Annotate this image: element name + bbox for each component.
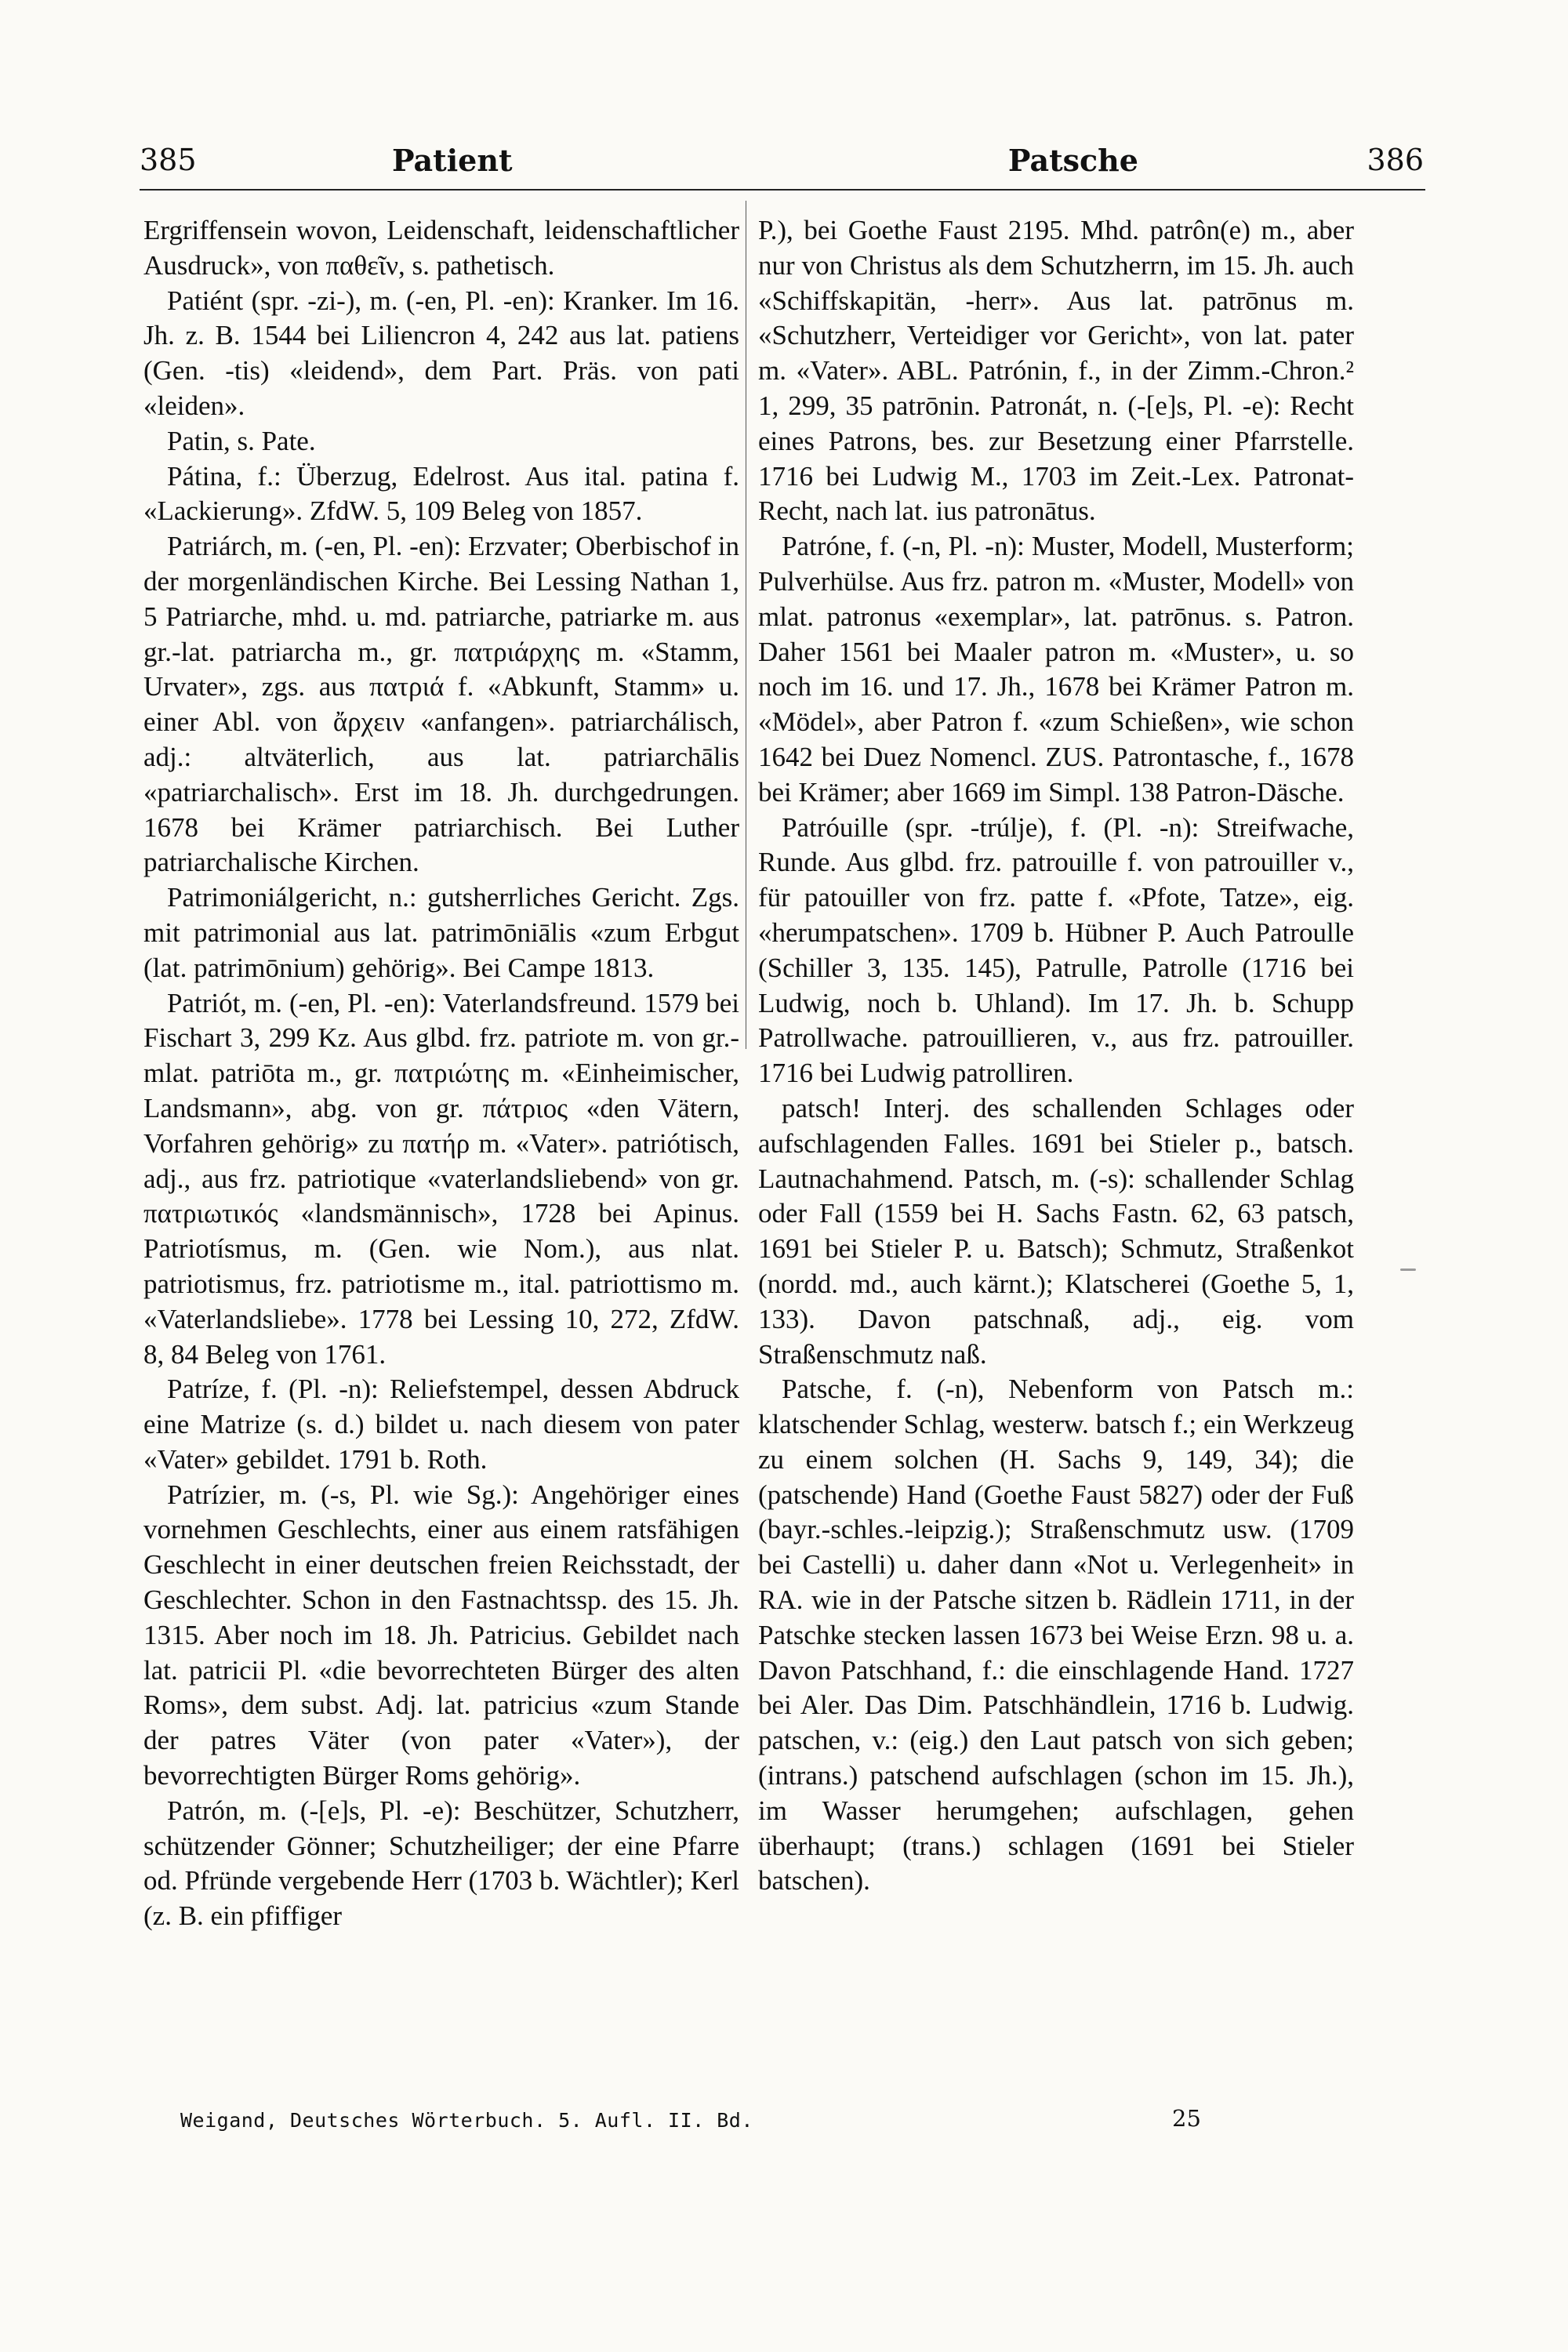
running-head-right: Patsche	[1007, 143, 1138, 178]
running-head-left: Patient	[392, 143, 513, 178]
page-number-left: 385	[140, 143, 197, 177]
left-column	[143, 213, 739, 1934]
entry-patrone: Patróne, f. (-n, Pl. -n): Muster, Modell, Musterform; Pulverhülse. Aus frz. patron m. «Muster, Modell» von mlat. patronus «exemplar», lat. patrōnus. s. Patron. Daher 1561 bei Maaler patron m. «Muster», u. so noch im 16. und 17. Jh., 1678 bei Krämer Patron m. «Mödel», aber Patron f. «zum Schießen», wie schon 1642 bei Duez Nomencl. ZUS. Patrontasche, f., 1678 bei Krämer; aber 1669 im Simpl. 138 Patron-Däsche.	[758, 531, 1354, 808]
entry-patina: Pátina, f.: Überzug, Edelrost. Aus ital. patina f. «Lackierung». ZfdW. 5, 109 Beleg von 1857.	[143, 460, 739, 527]
margin-mark	[1400, 1269, 1416, 1271]
entry-patsche: Patsche, f. (-n), Nebenform von Patsch m.: klatschender Schlag, westerw. batsch f.; ein Werkzeug zu einem solchen (H. Sachs 9, 149, 34); die (patschende) Hand (Goethe Faust 5827) oder der Fuß (bayr.-schles.-leipzig.); Straßenschmutz usw. (1709 bei Castelli) u. daher dann «Not u. Verlegenheit» in RA. wie in der Patsche sitzen b. Rädlein 1711, in der Patschke stecken lassen 1673 bei Weise Erzn. 98 u. a. Davon Patschhand, f.: die einschlagende Hand. 1727 bei Aler. Das Dim. Patschhändlein, 1716 b. Ludwig. patschen, v.: (eig.) den Laut patsch von sich geben; (intrans.) patschend aufschlagen (schon im 15. Jh.), im Wasser herumgehen; aufschlagen, gehen überhaupt; (trans.) schlagen (1691 bei Stieler batschen).	[758, 1374, 1354, 1896]
page-number-right: 386	[1367, 143, 1424, 177]
entry-patrimonialgericht: Patrimoniálgericht, n.: gutsherrliches Gericht. Zgs. mit patrimonial aus lat. patrimōniālis «zum Erbgut (lat. patrimōnium) gehörig». Bei Campe 1813.	[143, 882, 739, 983]
entry-patsch: patsch! Interj. des schallenden Schlages oder aufschlagenden Falles. 1691 bei Stieler p., batsch. Lautnachahmend. Patsch, m. (-s): schallender Schlag oder Fall (1559 bei H. Sachs Fastn. 62, 63 patsch, 1691 bei Stieler P. u. Batsch); Schmutz, Straßenkot (nordd. md., auch kärnt.); Klatscherei (Goethe 5, 1, 133). Davon patschnaß, adj., eig. vom Straßenschmutz naß.	[758, 1092, 1354, 1370]
entry-patron: Patrón, m. (-[e]s, Pl. -e): Beschützer, Schutzherr, schützender Gönner; Schutzheiliger; der eine Pfarre od. Pfründe vergebende Herr (1703 b. Wächtler); Kerl (z. B. ein pfiffiger	[143, 1795, 739, 1932]
entry-patrizier: Patrízier, m. (-s, Pl. wie Sg.): Angehöriger eines vornehmen Geschlechts, einer aus einem ratsfähigen Geschlecht in einer deutschen freien Reichsstadt, der Geschlechter. Schon in den Fastnachtssp. des 15. Jh. 1315. Aber noch im 18. Jh. Patricius. Gebildet nach lat. patricii Pl. «die bevorrechteten Bürger des alten Roms», dem subst. Adj. lat. patricius «zum Stande der patres Väter (von pater «Vater»), der bevorrechtigten Bürger Roms gehörig».	[143, 1479, 739, 1791]
entry-continuation: Ergriffensein wovon, Leidenschaft, leidenschaftlicher Ausdruck», von παθεῖν, s. pathetisch.	[143, 215, 739, 281]
entry-patriarch: Patriárch, m. (-en, Pl. -en): Erzvater; Oberbischof in der morgenländischen Kirche. Bei Lessing Nathan 1, 5 Patriarche, mhd. u. md. patriarche, patriarke m. aus gr.-lat. patriarcha m., gr. πατριάρχης m. «Stamm, Urvater», zgs. aus πατριά f. «Abkunft, Stamm» u. einer Abl. von ἄρχειν «anfangen». patriarchálisch, adj.: altväterlich, aus lat. patriarchālis «patriarchalisch». Erst im 18. Jh. durchgedrungen. 1678 bei Krämer patriarchisch. Bei Luther patriarchalische Kirchen.	[143, 531, 739, 878]
header-rule	[140, 189, 1425, 191]
entry-patrize: Patríze, f. (Pl. -n): Reliefstempel, dessen Abdruck eine Matrize (s. d.) bildet u. nach diesem von pater «Vater» gebildet. 1791 b. Roth.	[143, 1374, 739, 1475]
entry-patriot: Patriót, m. (-en, Pl. -en): Vaterlandsfreund. 1579 bei Fischart 3, 299 Kz. Aus glbd. frz. patriote m. von gr.-mlat. patriōta m., gr. πατριώτης m. «Einheimischer, Landsmann», abg. von gr. πάτριος «den Vätern, Vorfahren gehörig» zu πατήρ m. «Vater». patriótisch, adj., aus frz. patriotique «vaterlandsliebend» von gr. πατριωτικός «landsmännisch», 1728 bei Apinus. Patriotísmus, m. (Gen. wie Nom.), aus nlat. patriotismus, frz. patriotisme m., ital. patriottismo m. «Vaterlandsliebe». 1778 bei Lessing 10, 272, ZfdW. 8, 84 Beleg von 1761.	[143, 987, 739, 1370]
entry-patrouille: Patróuille (spr. -trúlje), f. (Pl. -n): Streifwache, Runde. Aus glbd. frz. patrouille f. von patrouiller v., für patouiller von frz. patte f. «Pfote, Tatze», eig. «herumpatschen». 1709 b. Hübner P. Auch Patroulle (Schiller 3, 135. 145), Patrulle, Patrolle (1716 bei Ludwig, noch b. Uhland). Im 17. Jh. b. Schupp Patrollwache. patrouillieren, v., aus frz. patrouiller. 1716 bei Ludwig patrolliren.	[758, 811, 1354, 1089]
entry-patron-continued: P.), bei Goethe Faust 2195. Mhd. patrôn(e) m., aber nur von Christus als dem Schutzherrn, im 15. Jh. auch «Schiffskapitän, -herr». Aus lat. patrōnus m. «Schutzherr, Verteidiger vor Gericht», von lat. pater m. «Vater». ABL. Patrónin, f., in der Zimm.-Chron.² 1, 299, 35 patrōnin. Patronát, n. (-[e]s, Pl. -e): Recht eines Patrons, bes. zur Besetzung einer Pfarrstelle. 1716 bei Ludwig M., 1703 im Zeit.-Lex. Patronat-Recht, nach lat. ius patronātus.	[758, 215, 1354, 527]
footer-signature: 25	[1172, 2105, 1201, 2132]
footer-imprint: Weigand, Deutsches Wörterbuch. 5. Aufl. II. Bd.	[180, 2109, 753, 2132]
entry-patient: Patiént (spr. -zi-), m. (-en, Pl. -en): Kranker. Im 16. Jh. z. B. 1544 bei Liliencron 4, 242 aus lat. patiens (Gen. -tis) «leidend», dem Part. Präs. von pati «leiden».	[143, 285, 739, 421]
right-column	[758, 213, 1354, 1899]
entry-patin: Patin, s. Pate.	[167, 425, 316, 456]
